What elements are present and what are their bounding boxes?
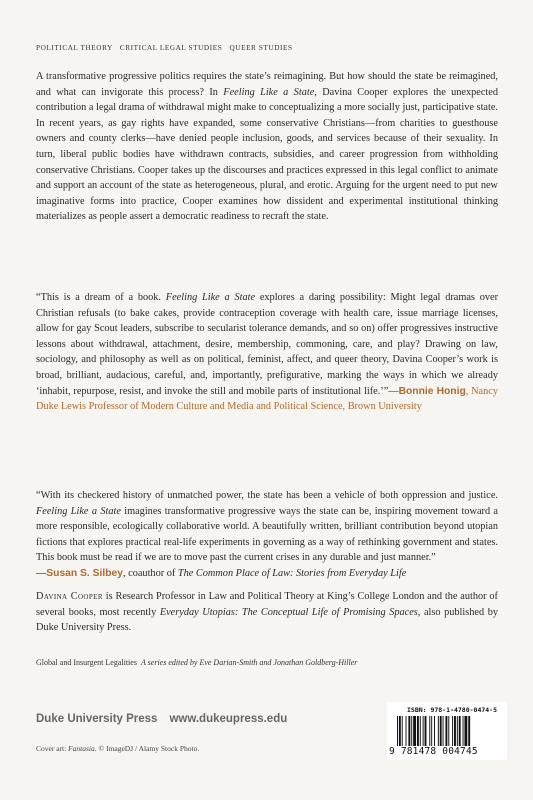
endorser-1-name: Bonnie Honig: [398, 385, 466, 397]
bio-text-2: , also published by Duke University Press.: [36, 606, 499, 634]
cover-art-title: Fantasia: [68, 744, 95, 753]
isbn-label: ISBN: 978-1-4780-0474-5: [407, 706, 498, 714]
endorser-2-name: Susan S. Silbey: [46, 567, 123, 579]
publisher-name: Duke University Press: [36, 713, 158, 725]
cover-credit-suffix: . © ImageDJ / Alamy Stock Photo.: [94, 744, 200, 753]
endorsement-1-book-title: Feeling Like a State: [165, 292, 256, 303]
endorsement-1-text-2: explores a daring possibility: Might legal dramas over Christian refusals (to bake cakes, provide contraception coverage with health care, issue marriage licenses, allow for gay Scout leaders, subscribe to secularist tolerance demands, and so on) offer progressives instructive lessons about withdrawal, attachment, desire, membership, commoning, care, and play? Drawing on law, sociology, and philosophy as well as on political, feminist, affect, and queer theory, Davina Cooper’s work is broad, brilliant, audacious, careful, and, importantly, prefigurative, marking the ways in which we already ‘inhabit, repurpose, resist, and invoke the still and mobile parts of institutional life.’”—: [36, 292, 498, 397]
description-text-1: A transformative progressive politics requires the state’s reimagining. But how should the state be reimagined, and what can invigorate this process? In: [36, 71, 498, 98]
endorsement-1-text-1: “This is a dream of a book.: [36, 292, 166, 303]
endorsement-2-text-2: imagines transformative progressive ways the state can be, inspiring movement toward a more responsible, ecologically collaborative world. A beautifully written, brilliant contribution beyond utopian fictions that explores practical real-life experiments in governing as a way of rethinking government and states. This book must be read if we are to move past the current crises in any durable and just manner.”: [36, 505, 498, 564]
series-editors: A series edited by Eve Darian-Smith and Jonathan Goldberg-Hiller: [140, 658, 358, 667]
barcode-bars-icon: [397, 716, 503, 746]
author-name: Davina Cooper: [36, 591, 103, 602]
barcode-digits: 9 781478 004745: [389, 746, 478, 757]
subject-categories: POLITICAL THEORY CRITICAL LEGAL STUDIES QUEER STUDIES: [36, 44, 293, 52]
author-bio: [36, 589, 498, 636]
series-info: [36, 658, 506, 667]
endorsement-silbey: [36, 488, 498, 582]
endorser-2-book-title: The Common Place of Law: Stories from Everyday Life: [177, 567, 407, 579]
description-text-2: , Davina Cooper explores the unexpected contribution a legal drama of withdrawal might make to conceptualizing a more socially just, participative state. In recent years, as gay rights have expanded, some conservative Christians—from charities to guesthouse owners and county clerks—have denied people inclusion, goods, and services because of their sexuality. In turn, liberal public bodies have withdrawn contracts, subsidies, and career progression from withholding conservative Christians. Cooper takes up the discourses and practices expressed in this legal conflict to animate and support an account of the state as heterogeneous, plural, and erotic. Arguing for the urgent need to put new imaginative forms into practice, Cooper examines how dissident and experimental institutional thinking materializes as people assert a democratic readiness to recraft the state.: [36, 86, 499, 223]
bio-book-title: Everyday Utopias: The Conceptual Life of Promising Spaces: [159, 606, 418, 618]
book-description: [36, 69, 498, 225]
description-book-title: Feeling Like a State: [223, 86, 315, 98]
endorsement-2-text-1: “With its checkered history of unmatched power, the state has been a vehicle of both oppression and justice.: [36, 490, 498, 501]
series-name: Global and Insurgent Legalities: [36, 658, 137, 667]
endorsement-2-book-title: Feeling Like a State: [36, 505, 121, 517]
bio-text-1: is Research Professor in Law and Political Theory at King’s College London and the author of several books, most recently: [36, 591, 498, 618]
cover-credit: [36, 744, 199, 753]
endorsement-honig: [36, 290, 498, 415]
cover-credit-prefix: Cover art:: [36, 744, 69, 753]
endorser-1-affiliation: , Nancy Duke Lewis Professor of Modern Culture and Media and Political Science, Brown University: [36, 385, 498, 413]
endorser-2-dash: —: [36, 567, 47, 579]
publisher-url[interactable]: www.dukeupress.edu: [169, 713, 288, 725]
publisher-line: [36, 713, 287, 725]
isbn-barcode: [387, 702, 507, 760]
endorser-2-affiliation: , coauthor of: [122, 567, 178, 579]
